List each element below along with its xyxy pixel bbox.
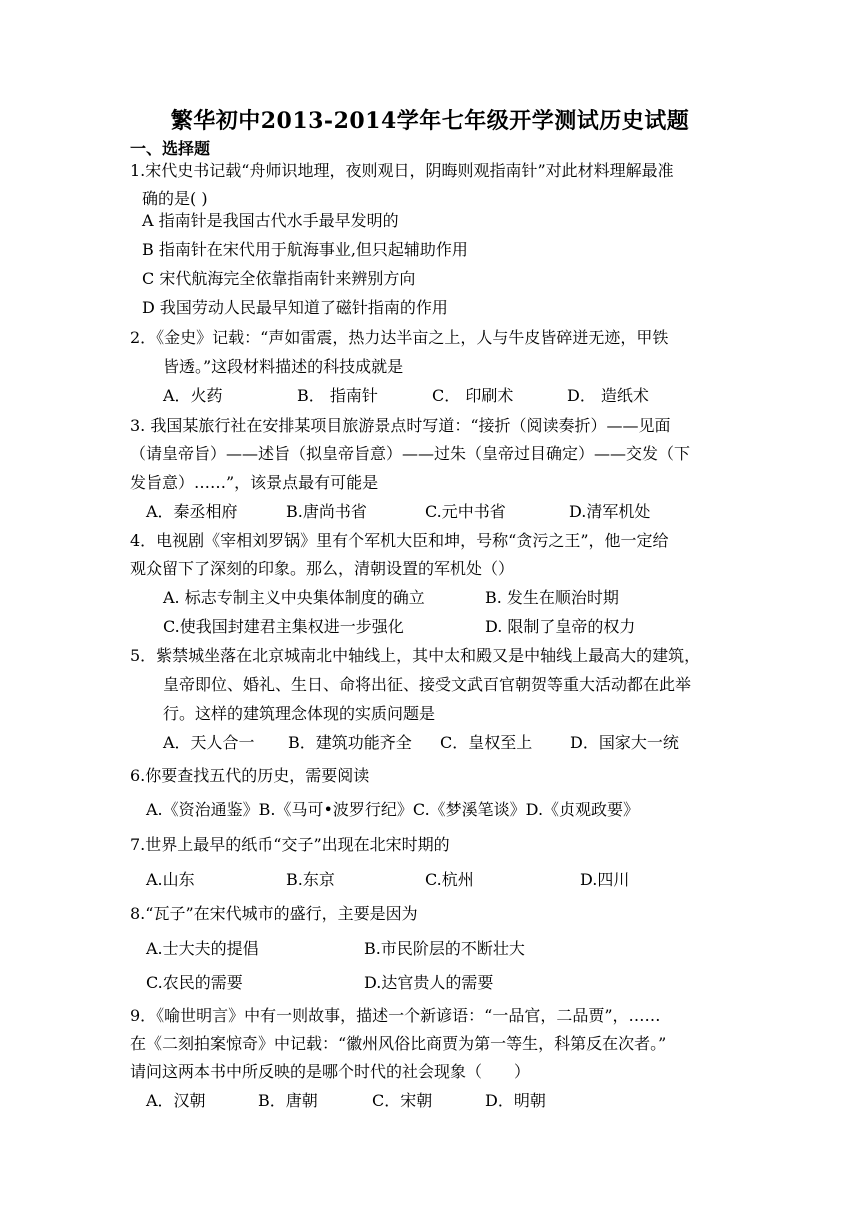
option-b: B.东京 bbox=[286, 870, 335, 889]
option-b: B.市民阶层的不断壮大 bbox=[364, 939, 525, 958]
option-c: C． 印刷术 bbox=[432, 386, 514, 405]
option-a: A 指南针是我国古代水手最早发明的 bbox=[142, 211, 399, 230]
question-stem: 发旨意）……”，该景点最有可能是 bbox=[130, 473, 379, 492]
question-stem: 皇帝即位、婚礼、生日、命将出征、接受文武百官朝贺等重大活动都在此举 bbox=[163, 675, 692, 694]
option-b: B．唐朝 bbox=[258, 1091, 318, 1110]
question-stem: 行。这样的建筑理念体现的实质问题是 bbox=[163, 704, 436, 723]
question-stem: 2．《金史》记载：“声如雷震，热力达半亩之上，人与牛皮皆碎迸无迹，甲铁 bbox=[130, 328, 669, 347]
option-d: D. 限制了皇帝的权力 bbox=[485, 617, 636, 636]
option-a: A.山东 bbox=[146, 870, 195, 889]
option-b: B.唐尚书省 bbox=[286, 502, 367, 521]
question-stem: 6.你要查找五代的历史，需要阅读 bbox=[130, 766, 370, 785]
section-heading: 一、选择题 bbox=[130, 139, 211, 158]
question-stem: 皆透。”这段材料描述的科技成就是 bbox=[163, 357, 404, 376]
option-a: A．汉朝 bbox=[146, 1091, 206, 1110]
question-stem: 5．紫禁城坐落在北京城南北中轴线上，其中太和殿又是中轴线上最高大的建筑， bbox=[130, 646, 701, 665]
option-c: C.杭州 bbox=[425, 870, 474, 889]
option-d: D 我国劳动人民最早知道了磁针指南的作用 bbox=[142, 298, 448, 317]
option-a: A．天人合一 bbox=[163, 733, 255, 752]
question-stem: 请问这两本书中所反映的是哪个时代的社会现象（ ） bbox=[130, 1062, 531, 1081]
option-c: C.农民的需要 bbox=[146, 973, 243, 992]
option-c: C 宋代航海完全依靠指南针来辨别方向 bbox=[142, 269, 416, 288]
option-a: A. 标志专制主义中央集体制度的确立 bbox=[163, 588, 425, 607]
option-d: D．明朝 bbox=[485, 1091, 546, 1110]
question-stem: 8.“瓦子”在宋代城市的盛行，主要是因为 bbox=[130, 904, 418, 923]
option-d: D.达官贵人的需要 bbox=[364, 973, 494, 992]
option-b: B．建筑功能齐全 bbox=[288, 733, 412, 752]
option-d: D.四川 bbox=[580, 870, 630, 889]
question-stem: （请皇帝旨）——述旨（拟皇帝旨意）——过朱（皇帝过目确定）——交发（下 bbox=[130, 444, 691, 463]
option-c: C.元中书省 bbox=[425, 502, 506, 521]
question-stem: 3. 我国某旅行社在安排某项目旅游景点时写道：“接折（阅读奏折）——见面 bbox=[130, 416, 671, 435]
option-a: A．秦丞相府 bbox=[146, 502, 238, 521]
option-c: C.使我国封建君主集权进一步强化 bbox=[163, 617, 404, 636]
question-stem: 在《二刻拍案惊奇》中记载：“徽州风俗比商贾为第一等生，科第反在次者。” bbox=[130, 1034, 667, 1053]
question-stem: 9．《喻世明言》中有一则故事，描述一个新谚语：“一品官，二品贾”，…… bbox=[130, 1006, 661, 1025]
question-stem: 7.世界上最早的纸币“交子”出现在北宋时期的 bbox=[130, 835, 450, 854]
option-c: C．皇权至上 bbox=[440, 733, 533, 752]
option-c: C．宋朝 bbox=[372, 1091, 433, 1110]
option-d: D．国家大一统 bbox=[570, 733, 679, 752]
question-stem: 4．电视剧《宰相刘罗锅》里有个军机大臣和坤，号称“贪污之王”，他一定给 bbox=[130, 531, 669, 550]
option-d: D.清军机处 bbox=[569, 502, 651, 521]
option-b: B． 指南针 bbox=[297, 386, 378, 405]
option-b: B 指南针在宋代用于航海事业,但只起辅助作用 bbox=[142, 240, 468, 259]
question-stem: 观众留下了深刻的印象。那么，清朝设置的军机处（） bbox=[130, 559, 515, 578]
question-stem: 1.宋代史书记载“舟师识地理，夜则观日，阴晦则观指南针”对此材料理解最准 bbox=[130, 161, 674, 180]
option-a: A．火药 bbox=[163, 386, 223, 405]
options-line: A.《资治通鉴》B.《马可•波罗行纪》C.《梦溪笔谈》D.《贞观政要》 bbox=[146, 800, 640, 819]
page-title: 繁华初中2013-2014学年七年级开学测试历史试题 bbox=[170, 108, 690, 134]
question-stem: 确的是( ) bbox=[142, 189, 208, 208]
option-d: D． 造纸术 bbox=[567, 386, 649, 405]
option-b: B. 发生在顺治时期 bbox=[485, 588, 619, 607]
option-a: A.士大夫的提倡 bbox=[146, 939, 259, 958]
